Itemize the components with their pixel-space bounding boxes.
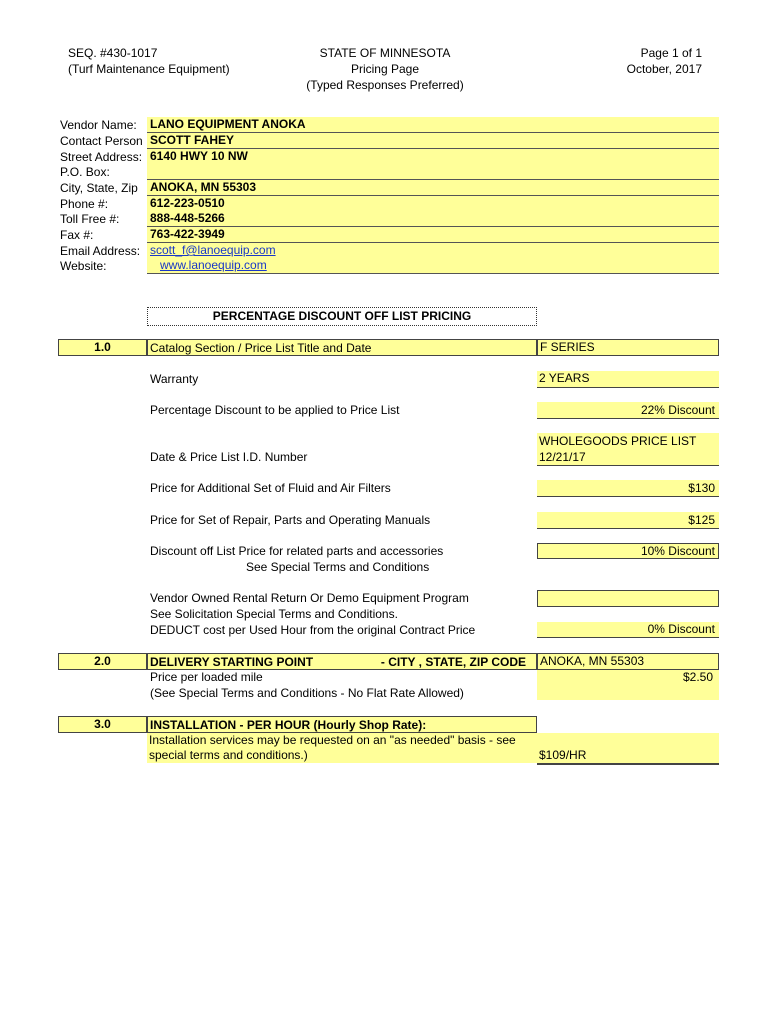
website-link[interactable]: www.lanoequip.com xyxy=(160,258,267,272)
delivery-title: DELIVERY STARTING POINT xyxy=(150,655,314,669)
deduct-field[interactable] xyxy=(537,622,719,638)
tollfree-field[interactable] xyxy=(147,211,719,227)
catalog-label-cell xyxy=(147,339,537,356)
price-list-id-label: Date & Price List I.D. Number xyxy=(150,450,308,464)
city-field[interactable] xyxy=(147,180,719,196)
installation-rate-field[interactable] xyxy=(537,733,719,765)
manuals-value: $125 xyxy=(688,513,715,527)
installation-title-cell xyxy=(147,716,537,733)
website-field[interactable] xyxy=(147,258,719,274)
pobox-label: P.O. Box: xyxy=(60,165,110,179)
vendor-name-label: Vendor Name: xyxy=(60,118,137,132)
header-date: October, 2017 xyxy=(626,62,702,76)
phone-field[interactable] xyxy=(147,196,719,212)
mile-note-field xyxy=(537,685,719,700)
filters-value: $130 xyxy=(688,481,715,495)
rental-terms-note: See Solicitation Special Terms and Conditions. xyxy=(150,607,398,621)
parts-discount-label: Discount off List Price for related parts and accessories xyxy=(150,544,444,558)
vendor-name-value: LANO EQUIPMENT ANOKA xyxy=(150,117,306,131)
vendor-name-field[interactable] xyxy=(147,117,719,133)
contact-label: Contact Person xyxy=(60,134,143,148)
pobox-field[interactable] xyxy=(147,164,719,180)
parts-discount-field[interactable] xyxy=(537,543,719,559)
street-field[interactable] xyxy=(147,149,719,165)
phone-value: 612-223-0510 xyxy=(150,196,225,210)
delivery-point-field[interactable] xyxy=(537,653,719,670)
price-list-id-line2: 12/21/17 xyxy=(539,450,586,464)
delivery-title-right: - CITY , STATE, ZIP CODE xyxy=(380,655,526,669)
section-3-number: 3.0 xyxy=(58,716,147,733)
warranty-value: 2 YEARS xyxy=(539,371,590,385)
fax-label: Fax #: xyxy=(60,228,94,242)
equipment-category: (Turf Maintenance Equipment) xyxy=(68,62,230,76)
catalog-label: Catalog Section / Price List Title and Date xyxy=(150,341,372,355)
street-value: 6140 HWY 10 NW xyxy=(150,149,248,163)
mile-price-value: $2.50 xyxy=(682,670,713,684)
installation-title: INSTALLATION - PER HOUR (Hourly Shop Rate): xyxy=(150,718,427,732)
tollfree-value: 888-448-5266 xyxy=(150,211,225,225)
phone-label: Phone #: xyxy=(60,197,109,211)
catalog-value-field[interactable] xyxy=(537,339,719,356)
installation-desc-line1: Installation services may be requested on an "as needed" basis - see xyxy=(149,733,516,747)
seq-number: SEQ. #430-1017 xyxy=(68,46,158,60)
parts-terms-note: See Special Terms and Conditions xyxy=(246,560,430,574)
installation-desc-cell xyxy=(147,733,537,763)
manuals-label: Price for Set of Repair, Parts and Operating Manuals xyxy=(150,513,431,527)
delivery-point-value: ANOKA, MN 55303 xyxy=(540,654,645,668)
fax-field[interactable] xyxy=(147,227,719,243)
website-label: Website: xyxy=(60,259,107,273)
warranty-field[interactable] xyxy=(537,371,719,388)
parts-discount-value: 10% Discount xyxy=(640,544,715,558)
email-link[interactable]: scott_f@lanoequip.com xyxy=(150,243,276,257)
price-list-id-line1: WHOLEGOODS PRICE LIST xyxy=(539,434,697,448)
delivery-title-cell xyxy=(147,653,537,670)
city-value: ANOKA, MN 55303 xyxy=(150,180,257,194)
street-label: Street Address: xyxy=(60,150,143,164)
mile-price-label: Price per loaded mile xyxy=(150,670,263,684)
mile-price-note: (See Special Terms and Conditions - No Flat Rate Allowed) xyxy=(150,686,464,700)
pct-discount-value: 22% Discount xyxy=(640,403,715,417)
rental-program-label: Vendor Owned Rental Return Or Demo Equipment Program xyxy=(150,591,469,605)
section-2-number: 2.0 xyxy=(58,653,147,670)
catalog-value: F SERIES xyxy=(540,340,595,354)
rental-field[interactable] xyxy=(537,590,719,607)
fax-value: 763-422-3949 xyxy=(150,227,225,241)
pct-discount-label: Percentage Discount to be applied to Price List xyxy=(150,403,400,417)
section-1-number: 1.0 xyxy=(58,339,147,356)
page-title: Pricing Page xyxy=(350,62,420,76)
email-field[interactable] xyxy=(147,243,719,259)
discount-section-title: PERCENTAGE DISCOUNT OFF LIST PRICING xyxy=(147,307,537,326)
price-list-id-field[interactable] xyxy=(537,433,719,466)
page-number: Page 1 of 1 xyxy=(640,46,702,60)
deduct-value: 0% Discount xyxy=(647,622,715,636)
warranty-label: Warranty xyxy=(150,372,199,386)
typed-note: (Typed Responses Preferred) xyxy=(306,78,464,92)
tollfree-label: Toll Free #: xyxy=(60,212,120,226)
deduct-label: DEDUCT cost per Used Hour from the original Contract Price xyxy=(150,623,476,637)
installation-desc-line2: special terms and conditions.) xyxy=(149,748,308,762)
installation-rate-value: $109/HR xyxy=(539,748,587,762)
filters-field[interactable] xyxy=(537,480,719,497)
contact-field[interactable] xyxy=(147,133,719,149)
mile-price-field[interactable] xyxy=(537,670,719,685)
city-label: City, State, Zip xyxy=(60,181,138,195)
email-label: Email Address: xyxy=(60,244,141,258)
state-title: STATE OF MINNESOTA xyxy=(319,46,451,60)
manuals-field[interactable] xyxy=(537,512,719,529)
filters-label: Price for Additional Set of Fluid and Air Filters xyxy=(150,481,391,495)
contact-value: SCOTT FAHEY xyxy=(150,133,235,147)
pct-discount-field[interactable] xyxy=(537,402,719,419)
